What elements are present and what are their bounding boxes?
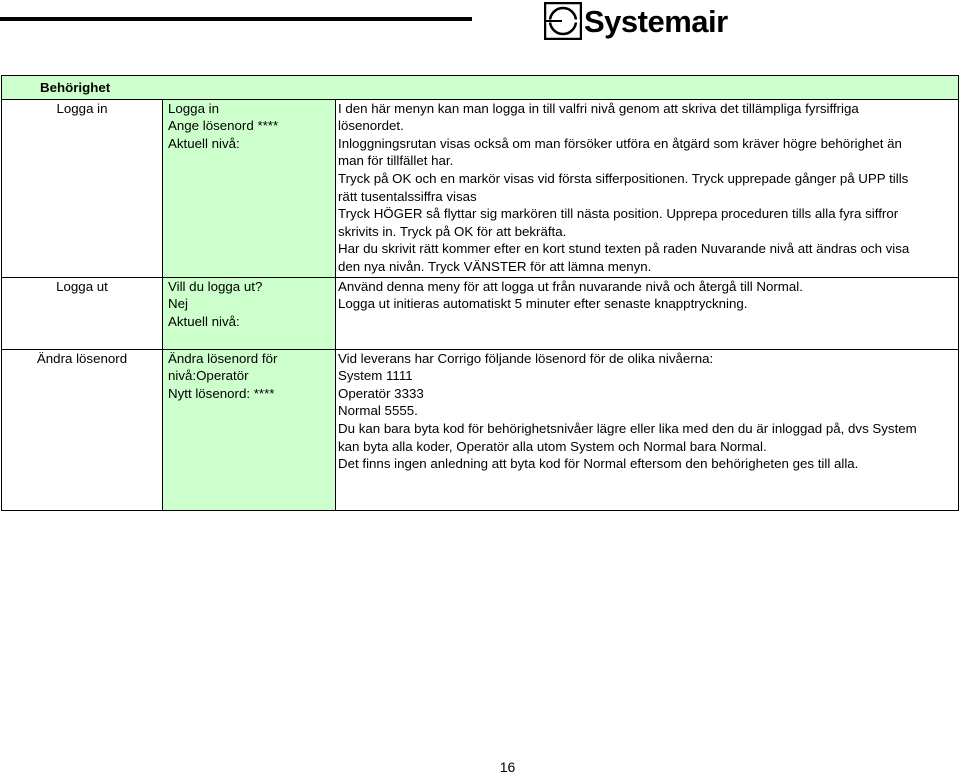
menu-display-cell bbox=[163, 277, 336, 349]
menu-line: Logga in bbox=[168, 100, 220, 116]
menu-line: Aktuell nivå: bbox=[168, 135, 240, 151]
description-line: Du kan bara byta kod för behörighetsnivåer lägre eller lika med den du är inloggad på, dvs System bbox=[338, 420, 917, 436]
description-line: skrivits in. Tryck på OK för att bekräfta. bbox=[338, 223, 567, 239]
description-line: den nya nivån. Tryck VÄNSTER för att lämna menyn. bbox=[338, 258, 652, 274]
page-number: 16 bbox=[499, 759, 516, 775]
systemair-logo bbox=[544, 0, 728, 42]
menu-display-cell bbox=[163, 349, 336, 510]
row-label: Ändra lösenord bbox=[36, 350, 128, 366]
row-label-cell bbox=[2, 349, 163, 510]
description-line: Normal 5555. bbox=[338, 403, 418, 419]
description-line: Tryck HÖGER så flyttar sig markören till nästa position. Upprepa proceduren tills alla fyra siffror bbox=[338, 206, 899, 222]
description-line: Vid leverans har Corrigo följande lösenord för de olika nivåerna: bbox=[338, 350, 714, 366]
menu-line: Nej bbox=[168, 296, 188, 312]
menu-line: Vill du logga ut? bbox=[168, 278, 263, 294]
description-line: Operatör 3333 bbox=[338, 385, 424, 401]
menu-line: Aktuell nivå: bbox=[168, 313, 240, 329]
brand-name: Systemair bbox=[584, 3, 728, 39]
row-label: Logga in bbox=[56, 100, 108, 116]
description-line: Har du skrivit rätt kommer efter en kort stund texten på raden Nuvarande nivå att ändras och visa bbox=[338, 241, 910, 257]
table-row bbox=[2, 349, 959, 510]
row-label: Logga ut bbox=[56, 278, 108, 294]
row-label-cell bbox=[2, 277, 163, 349]
description-cell bbox=[336, 277, 959, 349]
menu-line: Ange lösenord **** bbox=[168, 118, 279, 134]
row-label-cell bbox=[2, 99, 163, 277]
table-title: Behörighet bbox=[2, 76, 959, 100]
description-line: rätt tusentalssiffra visas bbox=[338, 188, 477, 204]
menu-line: nivå:Operatör bbox=[168, 368, 249, 384]
description-line: Tryck på OK och en markör visas vid första sifferpositionen. Tryck upprepade gånger på UPP tills bbox=[338, 170, 909, 186]
description-line: man för tillfället har. bbox=[338, 153, 454, 169]
permissions-table bbox=[1, 75, 959, 511]
description-line: Använd denna meny för att logga ut från nuvarande nivå och återgå till Normal. bbox=[338, 278, 803, 294]
description-line: Inloggningsrutan visas också om man försöker utföra en åtgärd som kräver högre behörighet än bbox=[338, 135, 902, 151]
description-line: lösenordet. bbox=[338, 118, 404, 134]
menu-display-cell bbox=[163, 99, 336, 277]
description-line: kan byta alla koder, Operatör alla utom System och Normal bara Normal. bbox=[338, 438, 767, 454]
table-header-row bbox=[2, 76, 959, 100]
description-cell bbox=[336, 99, 959, 277]
description-line: Det finns ingen anledning att byta kod för Normal eftersom den behörigheten ges till alla. bbox=[338, 456, 859, 472]
table-row bbox=[2, 277, 959, 349]
menu-line: Nytt lösenord: **** bbox=[168, 385, 275, 401]
description-line: I den här menyn kan man logga in till valfri nivå genom att skriva det tillämpliga fyrsiffriga bbox=[338, 100, 859, 116]
description-cell bbox=[336, 349, 959, 510]
table-row bbox=[2, 99, 959, 277]
systemair-logo-mark-icon bbox=[544, 2, 582, 40]
menu-line: Ändra lösenord för bbox=[168, 350, 278, 366]
description-line: System 1111 bbox=[338, 368, 413, 384]
description-line: Logga ut initieras automatiskt 5 minuter efter senaste knapptryckning. bbox=[338, 296, 748, 312]
header-rule bbox=[0, 17, 472, 21]
